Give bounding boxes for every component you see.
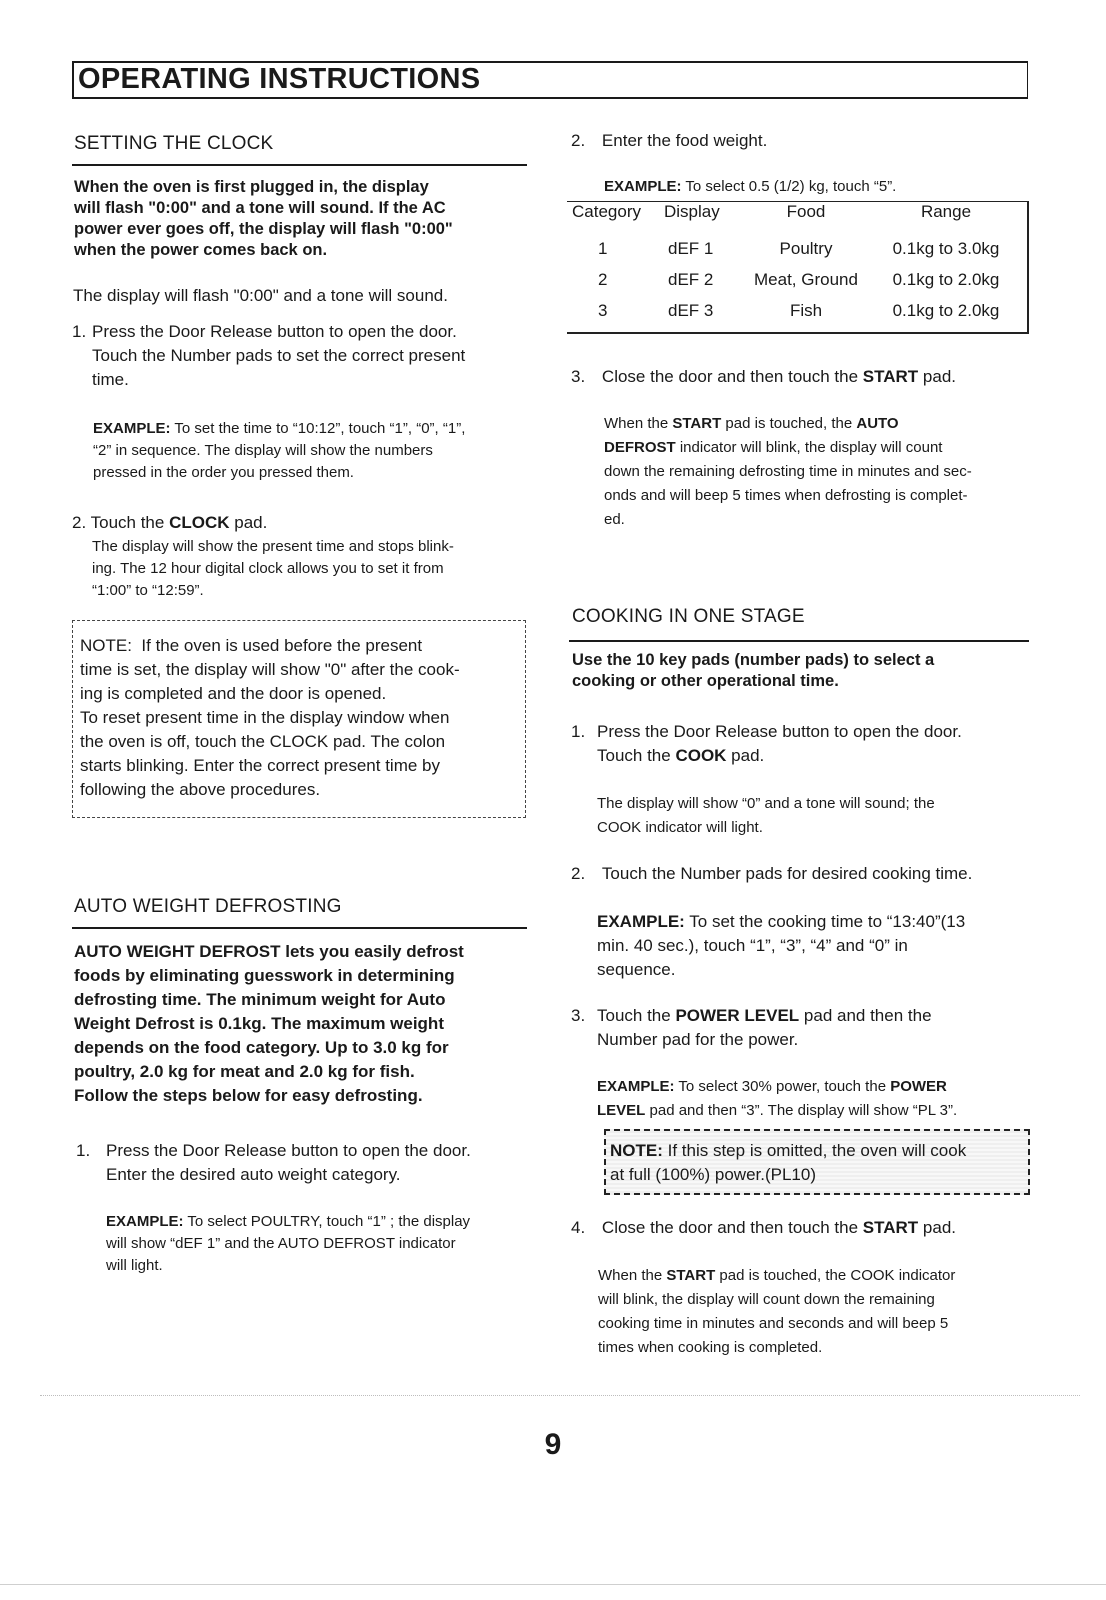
table-header: Display bbox=[664, 202, 720, 221]
clock-step-2 bbox=[72, 511, 267, 535]
step-number: 3. bbox=[571, 367, 586, 386]
note-label: NOTE: bbox=[610, 1141, 663, 1160]
cook-step-3 bbox=[571, 1004, 1041, 1052]
step-line: time. bbox=[92, 370, 129, 389]
note-line: following the above procedures. bbox=[80, 780, 321, 799]
step-text: pad. bbox=[726, 746, 765, 765]
table-header: Food bbox=[786, 202, 826, 221]
example-label: EXAMPLE: bbox=[106, 1213, 184, 1230]
scan-artifact-line bbox=[40, 1395, 1080, 1396]
table-header: Range bbox=[920, 202, 972, 221]
setting-clock-heading: SETTING THE CLOCK bbox=[74, 133, 274, 154]
step-text: pad and then the bbox=[799, 1006, 932, 1025]
table-header: Category bbox=[572, 202, 641, 221]
defrost-step-2 bbox=[571, 129, 767, 153]
step-line: Enter the desired auto weight category. bbox=[106, 1165, 401, 1184]
detail-text: pad is touched, the bbox=[721, 415, 857, 432]
step-line: Touch the Number pads to set the correct present bbox=[92, 346, 466, 365]
table-cell: Poultry bbox=[779, 238, 833, 258]
detail-text: pad is touched, the COOK indicator bbox=[715, 1267, 956, 1284]
example-label: EXAMPLE: bbox=[597, 1078, 675, 1095]
step-number: 1. bbox=[571, 722, 586, 741]
intro-line: Follow the steps below for easy defrosting. bbox=[74, 1086, 423, 1105]
step-text: Enter the food weight. bbox=[601, 131, 768, 150]
clock-example bbox=[93, 418, 533, 484]
note-line: time is set, the display will show "0" after the cook- bbox=[80, 660, 460, 679]
table-cell: dEF 3 bbox=[668, 300, 714, 320]
power-note bbox=[610, 1139, 1030, 1187]
note-line: If the oven is used before the present bbox=[131, 636, 423, 655]
page-title: OPERATING INSTRUCTIONS bbox=[78, 63, 481, 95]
detail-line: The display will show the present time and stops blink- bbox=[92, 538, 454, 555]
defrost-step-3-detail bbox=[604, 412, 1034, 532]
step-text: pad. bbox=[229, 513, 268, 532]
defrost-step-1 bbox=[76, 1139, 536, 1187]
page-number: 9 bbox=[544, 1428, 562, 1461]
intro-line: will flash "0:00" and a tone will sound. If the AC bbox=[74, 199, 446, 217]
table-cell: 0.1kg to 2.0kg bbox=[892, 269, 1000, 289]
detail-bold: START bbox=[666, 1267, 716, 1284]
detail-line: down the remaining defrosting time in minutes and sec- bbox=[604, 463, 972, 480]
intro-line: foods by eliminating guesswork in determining bbox=[74, 966, 455, 985]
step-text: Close the door and then touch the bbox=[601, 1218, 863, 1237]
detail-line: ing. The 12 hour digital clock allows you to set it from bbox=[92, 560, 444, 577]
step-line: Press the Door Release button to open the door. bbox=[92, 322, 457, 341]
detail-bold: DEFROST bbox=[604, 439, 676, 456]
example-label: EXAMPLE: bbox=[604, 178, 682, 195]
cook-step-4 bbox=[571, 1216, 956, 1240]
note-label: NOTE: bbox=[80, 636, 132, 655]
note-line: To reset present time in the display window when bbox=[80, 708, 450, 727]
example-line: To set the cooking time to “13:40”(13 bbox=[684, 912, 966, 931]
cook-step-1-detail bbox=[597, 792, 1027, 840]
example-bold: LEVEL bbox=[597, 1102, 646, 1119]
clock-step-1 bbox=[72, 320, 532, 392]
clock-step-2-detail bbox=[92, 536, 532, 602]
example-line: “2” in sequence. The display will show the numbers bbox=[93, 442, 433, 459]
table-cell: dEF 2 bbox=[668, 269, 714, 289]
step-text: Touch the bbox=[90, 513, 170, 532]
example-line: will show “dEF 1” and the AUTO DEFROST indicator bbox=[106, 1235, 456, 1252]
intro-line: poultry, 2.0 kg for meat and 2.0 kg for fish. bbox=[74, 1062, 415, 1081]
note-line: the oven is off, touch the CLOCK pad. The colon bbox=[80, 732, 446, 751]
detail-bold: START bbox=[672, 415, 722, 432]
section-rule bbox=[72, 927, 527, 929]
detail-line: ed. bbox=[604, 511, 625, 528]
step-text: Close the door and then touch the bbox=[601, 367, 863, 386]
step-number: 2. bbox=[571, 864, 586, 883]
example-line: To select 30% power, touch the bbox=[674, 1078, 891, 1095]
step-number: 2. bbox=[72, 513, 87, 532]
defrost-example-2 bbox=[604, 176, 896, 198]
note-line: starts blinking. Enter the correct present time by bbox=[80, 756, 440, 775]
table-cell: Fish bbox=[789, 300, 823, 320]
example-line: will light. bbox=[106, 1257, 163, 1274]
intro-line: power ever goes off, the display will flash "0:00" bbox=[74, 220, 453, 238]
intro-line: cooking or other operational time. bbox=[572, 672, 839, 690]
step-number: 2. bbox=[571, 131, 586, 150]
example-line: To set the time to “10:12”, touch “1”, “0”, “1”, bbox=[174, 420, 466, 437]
table-row bbox=[572, 233, 1016, 264]
note-line: ing is completed and the door is opened. bbox=[80, 684, 387, 703]
example-line: sequence. bbox=[597, 960, 676, 979]
step-line: Press the Door Release button to open the door. bbox=[106, 1141, 471, 1160]
table-cell: Meat, Ground bbox=[754, 269, 858, 289]
cook-example bbox=[597, 910, 1037, 982]
table-cell: 3 bbox=[598, 300, 608, 320]
cook-step-2 bbox=[571, 862, 972, 886]
power-level-pad-label: POWER LEVEL bbox=[675, 1006, 800, 1025]
example-line: To select 0.5 (1/2) kg, touch “5”. bbox=[685, 178, 897, 195]
detail-line: onds and will beep 5 times when defrosting is complet- bbox=[604, 487, 968, 504]
cook-pad-label: COOK bbox=[675, 746, 727, 765]
detail-line: times when cooking is completed. bbox=[598, 1339, 823, 1356]
flash-text: The display will flash "0:00" and a tone will sound. bbox=[73, 286, 448, 305]
defrost-table bbox=[572, 199, 1032, 326]
step-line: Press the Door Release button to open the door. bbox=[597, 722, 962, 741]
note-line: If this step is omitted, the oven will cook bbox=[662, 1141, 967, 1160]
step-text: Touch the bbox=[597, 746, 676, 765]
step-number: 1. bbox=[76, 1141, 91, 1160]
detail-text: When the bbox=[604, 415, 673, 432]
clock-pad-label: CLOCK bbox=[169, 513, 230, 532]
example-label: EXAMPLE: bbox=[93, 420, 171, 437]
start-pad-label: START bbox=[862, 367, 919, 386]
step-number: 1. bbox=[72, 322, 87, 341]
example-bold: POWER bbox=[890, 1078, 947, 1095]
example-label: EXAMPLE: bbox=[597, 912, 685, 931]
section-rule bbox=[72, 164, 527, 166]
example-line: pad and then “3”. The display will show “PL 3”. bbox=[645, 1102, 958, 1119]
cook-example-2 bbox=[597, 1075, 1037, 1123]
detail-line: “1:00” to “12:59”. bbox=[92, 582, 204, 599]
intro-line: defrosting time. The minimum weight for Auto bbox=[74, 990, 446, 1009]
example-line: pressed in the order you pressed them. bbox=[93, 464, 354, 481]
step-text: Touch the bbox=[597, 1006, 676, 1025]
detail-line: COOK indicator will light. bbox=[597, 819, 763, 836]
start-pad-label: START bbox=[862, 1218, 919, 1237]
step-line: Number pad for the power. bbox=[597, 1030, 799, 1049]
section-rule bbox=[569, 640, 1029, 642]
clock-note bbox=[80, 634, 524, 802]
step-number: 4. bbox=[571, 1218, 586, 1237]
intro-line: when the power comes back on. bbox=[74, 241, 328, 259]
intro-line: AUTO WEIGHT DEFROST lets you easily defrost bbox=[74, 942, 464, 961]
defrost-example bbox=[106, 1211, 536, 1277]
detail-line: The display will show “0” and a tone will sound; the bbox=[597, 795, 935, 812]
detail-text: indicator will blink, the display will count bbox=[675, 439, 943, 456]
auto-defrost-intro bbox=[74, 940, 464, 1108]
detail-text: When the bbox=[598, 1267, 667, 1284]
one-stage-heading: COOKING IN ONE STAGE bbox=[572, 606, 805, 627]
clock-intro bbox=[74, 177, 453, 261]
detail-line: will blink, the display will count down the remaining bbox=[598, 1291, 935, 1308]
step-number: 3. bbox=[571, 1006, 586, 1025]
example-line: To select POULTRY, touch “1” ; the display bbox=[187, 1213, 471, 1230]
detail-line: cooking time in minutes and seconds and will beep 5 bbox=[598, 1315, 949, 1332]
table-row bbox=[572, 295, 1016, 326]
example-line: min. 40 sec.), touch “1”, “3”, “4” and “0” in bbox=[597, 936, 908, 955]
defrost-step-3 bbox=[571, 365, 956, 389]
cook-step-1 bbox=[571, 720, 1041, 768]
table-cell: 0.1kg to 3.0kg bbox=[892, 238, 1000, 258]
intro-line: When the oven is first plugged in, the display bbox=[74, 178, 429, 196]
detail-bold: AUTO bbox=[856, 415, 899, 432]
cook-step-4-detail bbox=[598, 1264, 1028, 1360]
table-row bbox=[572, 264, 1016, 295]
one-stage-intro bbox=[572, 650, 934, 692]
table-cell: dEF 1 bbox=[668, 238, 714, 258]
step-text: pad. bbox=[918, 367, 956, 386]
auto-defrost-heading: AUTO WEIGHT DEFROSTING bbox=[74, 896, 342, 917]
table-cell: 2 bbox=[598, 269, 608, 289]
scan-artifact-line bbox=[0, 1584, 1106, 1585]
intro-line: Weight Defrost is 0.1kg. The maximum weight bbox=[74, 1014, 444, 1033]
intro-line: Use the 10 key pads (number pads) to select a bbox=[572, 651, 935, 669]
step-text: pad. bbox=[918, 1218, 956, 1237]
note-line: at full (100%) power.(PL10) bbox=[610, 1165, 816, 1184]
table-cell: 1 bbox=[598, 238, 608, 258]
intro-line: depends on the food category. Up to 3.0 kg for bbox=[74, 1038, 449, 1057]
table-cell: 0.1kg to 2.0kg bbox=[892, 300, 1000, 320]
step-text: Touch the Number pads for desired cooking time. bbox=[601, 864, 973, 883]
table-header-row bbox=[572, 199, 1016, 233]
